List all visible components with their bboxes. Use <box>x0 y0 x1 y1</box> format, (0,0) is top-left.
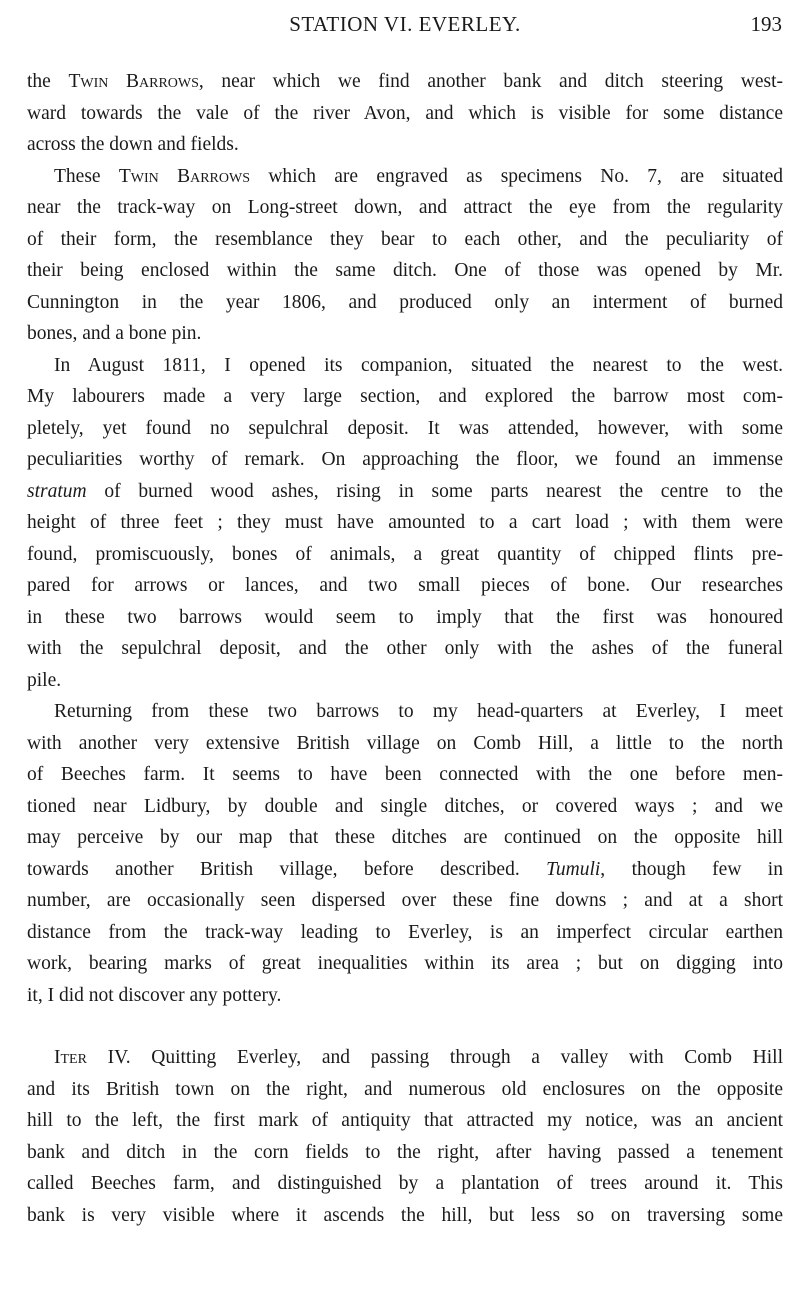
paragraph <box>27 66 783 161</box>
text-line <box>27 1105 783 1137</box>
text-run: and its British town on the right, and numerous old enclosures on the opposite <box>27 1078 783 1100</box>
text-line <box>27 791 783 823</box>
text-run: with another very extensive British village on Comb Hill, a little to the north <box>27 732 783 754</box>
text-line <box>27 1137 783 1169</box>
text-line <box>27 381 783 413</box>
text-run: which are engraved as specimens No. 7, are situated <box>250 165 783 187</box>
text-line <box>27 1168 783 1200</box>
text-run: of burned wood ashes, rising in some parts nearest the centre to the <box>86 480 783 502</box>
text-run: towards another British village, before described. <box>27 858 547 880</box>
paragraph <box>27 1042 783 1231</box>
text-line <box>27 66 783 98</box>
text-run: These <box>54 165 119 187</box>
text-run: called Beeches farm, and distinguished by a plantation of trees around it. This <box>27 1173 783 1194</box>
text-run: IV. Quitting Everley, and passing through a valley with Comb Hill <box>86 1047 783 1068</box>
text-run: may perceive by our map that these ditches are continued on the opposite hill <box>27 827 783 848</box>
text-run: of their form, the resemblance they bear to each other, and the peculiarity of <box>27 228 783 250</box>
text-run: hill to the left, the first mark of antiquity that attracted my notice, was an ancient <box>27 1110 783 1131</box>
text-line <box>27 602 783 634</box>
text-line <box>27 633 783 665</box>
italic-text: Tumuli <box>546 858 601 880</box>
text-run: pile. <box>27 669 62 691</box>
text-run: In August 1811, I opened its companion, situated the nearest to the west. <box>54 354 783 376</box>
text-run: pletely, yet found no sepulchral deposit. It was attended, however, with some <box>27 417 783 439</box>
small-caps-text: Iter <box>54 1047 87 1068</box>
text-line <box>27 1042 783 1074</box>
text-line <box>27 287 783 319</box>
text-line <box>27 476 783 508</box>
text-line <box>27 1074 783 1106</box>
small-caps-text: Twin Barrows <box>68 71 199 92</box>
italic-text: stratum <box>27 480 87 502</box>
text-run: ward towards the vale of the river Avon, and which is visible for some distance <box>27 102 783 124</box>
paragraph <box>27 350 783 697</box>
text-line <box>27 885 783 917</box>
text-run: the <box>27 71 69 92</box>
paragraph <box>27 161 783 350</box>
text-line <box>27 948 783 980</box>
text-line <box>27 318 783 350</box>
text-run: near the track-way on Long-street down, and attract the eye from the regularity <box>27 197 783 218</box>
text-line <box>27 192 783 224</box>
text-run: pared for arrows or lances, and two small pieces of bone. Our researches <box>27 575 783 596</box>
text-run: peculiarities worthy of remark. On approaching the floor, we found an immense <box>27 449 783 470</box>
text-line <box>27 980 783 1012</box>
text-run: found, promiscuously, bones of animals, a great quantity of chipped flints pre- <box>27 543 783 565</box>
text-line <box>27 917 783 949</box>
text-run: across the down and fields. <box>27 134 239 155</box>
running-title: STATION VI. EVERLEY. <box>289 12 521 36</box>
text-line <box>27 413 783 445</box>
text-line <box>27 224 783 256</box>
text-line <box>27 350 783 382</box>
text-line <box>27 822 783 854</box>
text-run: Returning from these two barrows to my head-quarters at Everley, I meet <box>54 701 783 722</box>
text-run: Cunnington in the year 1806, and produced only an interment of burned <box>27 291 783 313</box>
text-line <box>27 854 783 886</box>
small-caps-text: Twin Barrows <box>118 165 250 187</box>
text-run: it, I did not discover any pottery. <box>27 984 282 1006</box>
text-run: in these two barrows would seem to imply that the first was honoured <box>27 606 783 628</box>
text-line <box>27 161 783 193</box>
text-line <box>27 696 783 728</box>
text-run: My labourers made a very large section, and explored the barrow most com- <box>27 386 783 407</box>
text-line <box>27 570 783 602</box>
paragraph <box>27 696 783 1011</box>
text-run: with the sepulchral deposit, and the other only with the ashes of the funeral <box>27 638 783 659</box>
text-line <box>27 507 783 539</box>
running-header <box>0 12 800 42</box>
text-line <box>27 129 783 161</box>
text-run: , near which we find another bank and ditch steering west- <box>198 71 783 92</box>
text-run: work, bearing marks of great inequalities within its area ; but on digging into <box>27 953 783 974</box>
text-line <box>27 1200 783 1232</box>
text-run: height of three feet ; they must have amounted to a cart load ; with them were <box>27 512 783 533</box>
text-line <box>27 728 783 760</box>
text-run: their being enclosed within the same ditch. One of those was opened by Mr. <box>27 260 783 281</box>
text-line <box>27 759 783 791</box>
text-run: of Beeches farm. It seems to have been connected with the one before men- <box>27 764 783 785</box>
text-run: bones, and a bone pin. <box>27 323 202 344</box>
text-run: number, are occasionally seen dispersed over these fine downs ; and at a short <box>27 890 783 911</box>
text-line <box>27 539 783 571</box>
section-gap <box>27 1011 783 1042</box>
text-run: tioned near Lidbury, by double and single ditches, or covered ways ; and we <box>27 795 783 817</box>
text-line <box>27 98 783 130</box>
text-line <box>27 665 783 697</box>
text-line <box>27 255 783 287</box>
text-run: bank is very visible where it ascends the hill, but less so on traversing some <box>27 1204 783 1226</box>
text-run: distance from the track-way leading to Everley, is an imperfect circular earthen <box>27 921 783 943</box>
page-body <box>27 66 783 1231</box>
text-line <box>27 444 783 476</box>
text-run: bank and ditch in the corn fields to the right, after having passed a tenement <box>27 1141 783 1163</box>
text-run: , though few in <box>600 858 783 880</box>
page-number: 193 <box>750 12 782 36</box>
